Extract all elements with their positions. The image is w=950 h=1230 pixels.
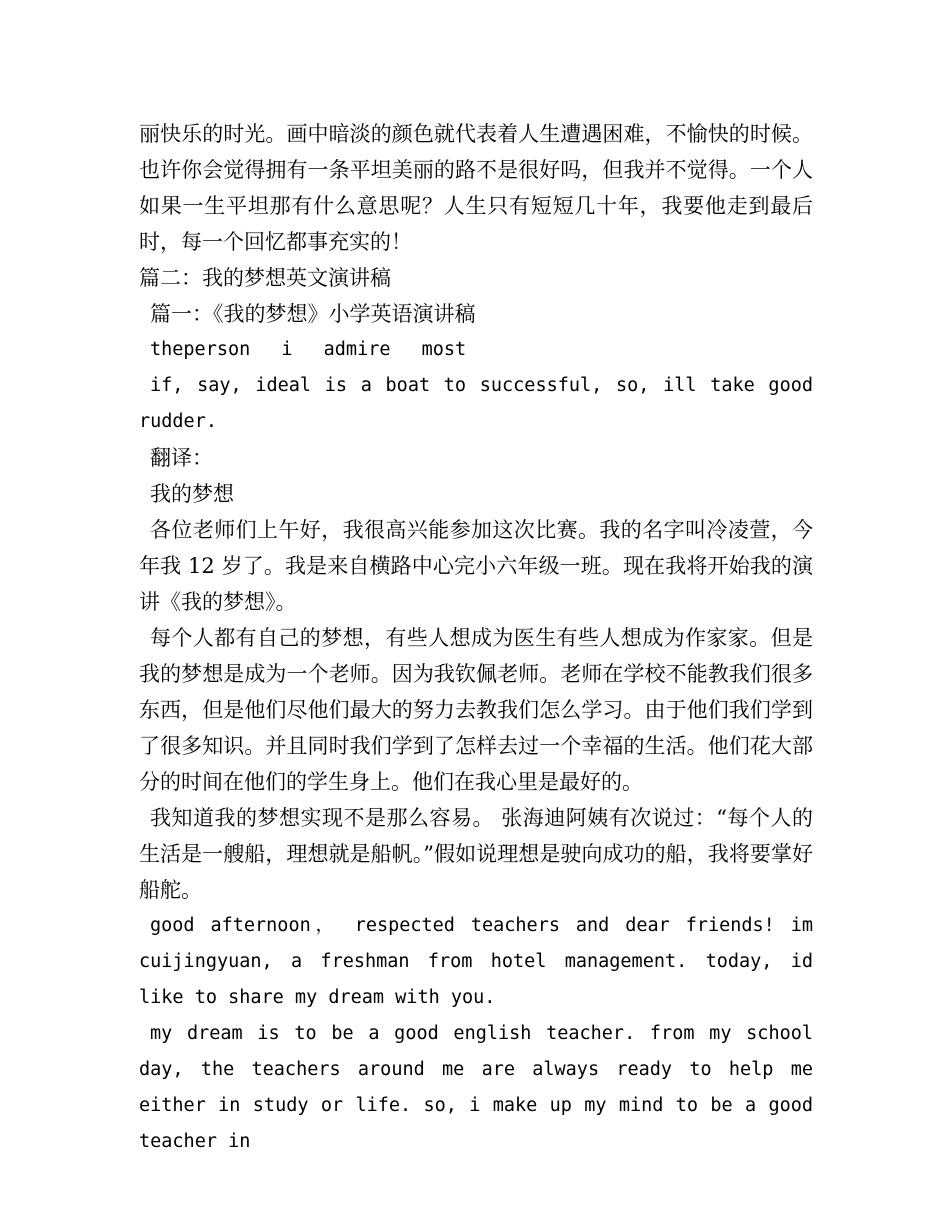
- english-quote: if, say, ideal is a boat to successful, so, ill take good rudder.: [139, 375, 813, 432]
- subsection-heading: 篇一：《我的梦想》小学英语演讲稿: [150, 302, 476, 326]
- document-page: [139, 116, 813, 1160]
- paragraph-quote: 我知道我的梦想实现不是那么容易。 张海迪阿姨有次说过：“每个人的生活是一艘船，理想就是船帆。”假如说理想是驶向成功的船，我将要掌好船舵。: [139, 806, 813, 902]
- translation-label: 翻译：: [150, 446, 213, 470]
- section-heading: 篇二：我的梦想英文演讲稿: [139, 266, 391, 290]
- paragraph-continuation: 丽快乐的时光。画中暗淡的颜色就代表着人生遭遇困难，不愉快的时候。也许你会觉得拥有一条平坦美丽的路不是很好吗，但我并不觉得。一个人如果一生平坦那有什么意思呢？人生只有短短几十年，我要他走到最后时，每一个回忆都事充实的！: [139, 122, 813, 254]
- english-title: theperson i admire most: [150, 339, 467, 360]
- english-paragraph-dream: my dream is to be a good english teacher. from my school day, the teachers around me are always ready to help me either in study or life. so, i make up my mind to be a good teacher in: [139, 1023, 813, 1152]
- paragraph-dream: 每个人都有自己的梦想，有些人想成为医生有些人想成为作家家。但是我的梦想是成为一个老师。因为我钦佩老师。老师在学校不能教我们很多东西，但是他们尽他们最大的努力去教我们怎么学习。由于他们我们学到了很多知识。并且同时我们学到了怎样去过一个幸福的生活。他们花大部分的时间在他们的学生身上。他们在我心里是最好的。: [139, 626, 813, 794]
- paragraph-greeting: 各位老师们上午好，我很高兴能参加这次比赛。我的名字叫冷凌萱，今年我 12 岁了。我是来自横路中心完小六年级一班。现在我将开始我的演讲《我的梦想》。: [139, 518, 813, 614]
- speech-title: 我的梦想: [150, 482, 234, 506]
- english-paragraph-greeting: good afternoon， respected teachers and dear friends! im cuijingyuan, a freshman from hotel management. today, id like to share my dream with you.: [139, 915, 813, 1008]
